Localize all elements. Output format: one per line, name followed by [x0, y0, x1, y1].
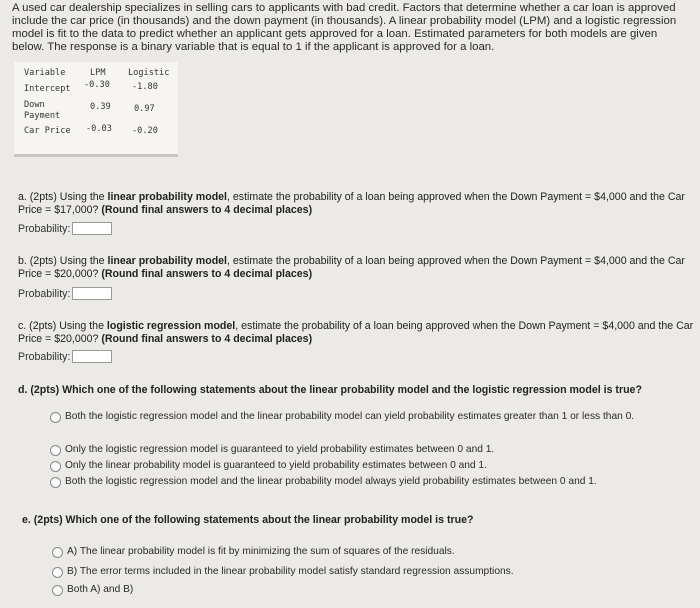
option-e-3[interactable]: Both A) and B): [52, 584, 672, 597]
probability-label-c: Probability:: [18, 350, 71, 363]
radio-icon[interactable]: [52, 585, 63, 596]
option-d-3[interactable]: Only the linear probability model is guaranteed to yield probability estimates between 0 and 1.: [50, 460, 680, 473]
probability-input-c[interactable]: [72, 350, 112, 363]
parameter-table: [14, 62, 178, 157]
probability-label-b: Probability:: [18, 287, 71, 300]
row-car-price-variable: Car Price: [24, 126, 71, 136]
option-e-1[interactable]: A) The linear probability model is fit by minimizing the sum of squares of the residuals.: [52, 546, 672, 559]
question-d: d. (2pts) Which one of the following statements about the linear probability model and the logistic regression model is true?: [18, 384, 642, 396]
row-down-payment-variable: Down Payment: [24, 100, 61, 121]
radio-icon[interactable]: [50, 445, 61, 456]
row-intercept-logistic: -1.80: [132, 82, 158, 92]
header-logistic: Logistic: [128, 68, 170, 78]
row-car-price-lpm: -0.03: [86, 124, 112, 134]
probability-row-a: [18, 222, 112, 235]
header-lpm: LPM: [90, 68, 106, 78]
row-intercept-variable: Intercept: [24, 84, 71, 94]
question-b: b. (2pts) Using the linear probability model, estimate the probability of a loan being approved when the Down Payment = $4,000 and the Car Price = $20,000? (Round final answers to 4 decimal places): [18, 255, 685, 280]
question-c: c. (2pts) Using the logistic regression model, estimate the probability of a loan being approved when the Down Payment = $4,000 and the Car Price = $20,000? (Round final answers to 4 decimal places): [18, 320, 694, 345]
probability-input-a[interactable]: [72, 222, 112, 235]
radio-icon[interactable]: [50, 412, 61, 423]
radio-icon[interactable]: [50, 477, 61, 488]
row-intercept-lpm: -0.30: [84, 80, 110, 90]
question-e: e. (2pts) Which one of the following statements about the linear probability model is true?: [22, 514, 474, 526]
row-car-price-logistic: -0.20: [132, 126, 158, 136]
probability-label-a: Probability:: [18, 222, 71, 235]
problem-intro: A used car dealership specializes in selling cars to applicants with bad credit. Factors that determine whether a car loan is approved include the car price (in thousands) and the down payment (in thousands). A linear probability model (LPM) and a logistic regression model is fit to the data to predict whether an applicant gets approved for a loan. Estimated parameters for both models are given below. The response is a binary variable that is equal to 1 if the applicant is approved for a loan.: [12, 2, 677, 53]
option-d-2[interactable]: Only the logistic regression model is guaranteed to yield probability estimates between 0 and 1.: [50, 444, 680, 457]
probability-row-b: [18, 287, 112, 300]
header-variable: Variable: [24, 68, 66, 78]
probability-row-c: [18, 350, 112, 363]
radio-icon[interactable]: [52, 547, 63, 558]
option-d-1[interactable]: Both the logistic regression model and the linear probability model can yield probability estimates greater than 1 or less than 0.: [50, 411, 680, 424]
row-down-payment-logistic: 0.97: [134, 104, 155, 114]
radio-icon[interactable]: [50, 461, 61, 472]
option-e-2[interactable]: B) The error terms included in the linear probability model satisfy standard regression assumptions.: [52, 566, 672, 579]
probability-input-b[interactable]: [72, 287, 112, 300]
radio-icon[interactable]: [52, 567, 63, 578]
row-down-payment-lpm: 0.39: [90, 102, 111, 112]
question-a: a. (2pts) Using the linear probability model, estimate the probability of a loan being approved when the Down Payment = $4,000 and the Car Price = $17,000? (Round final answers to 4 decimal places): [18, 191, 685, 216]
option-d-4[interactable]: Both the logistic regression model and the linear probability model always yield probability estimates between 0 and 1.: [50, 476, 680, 489]
